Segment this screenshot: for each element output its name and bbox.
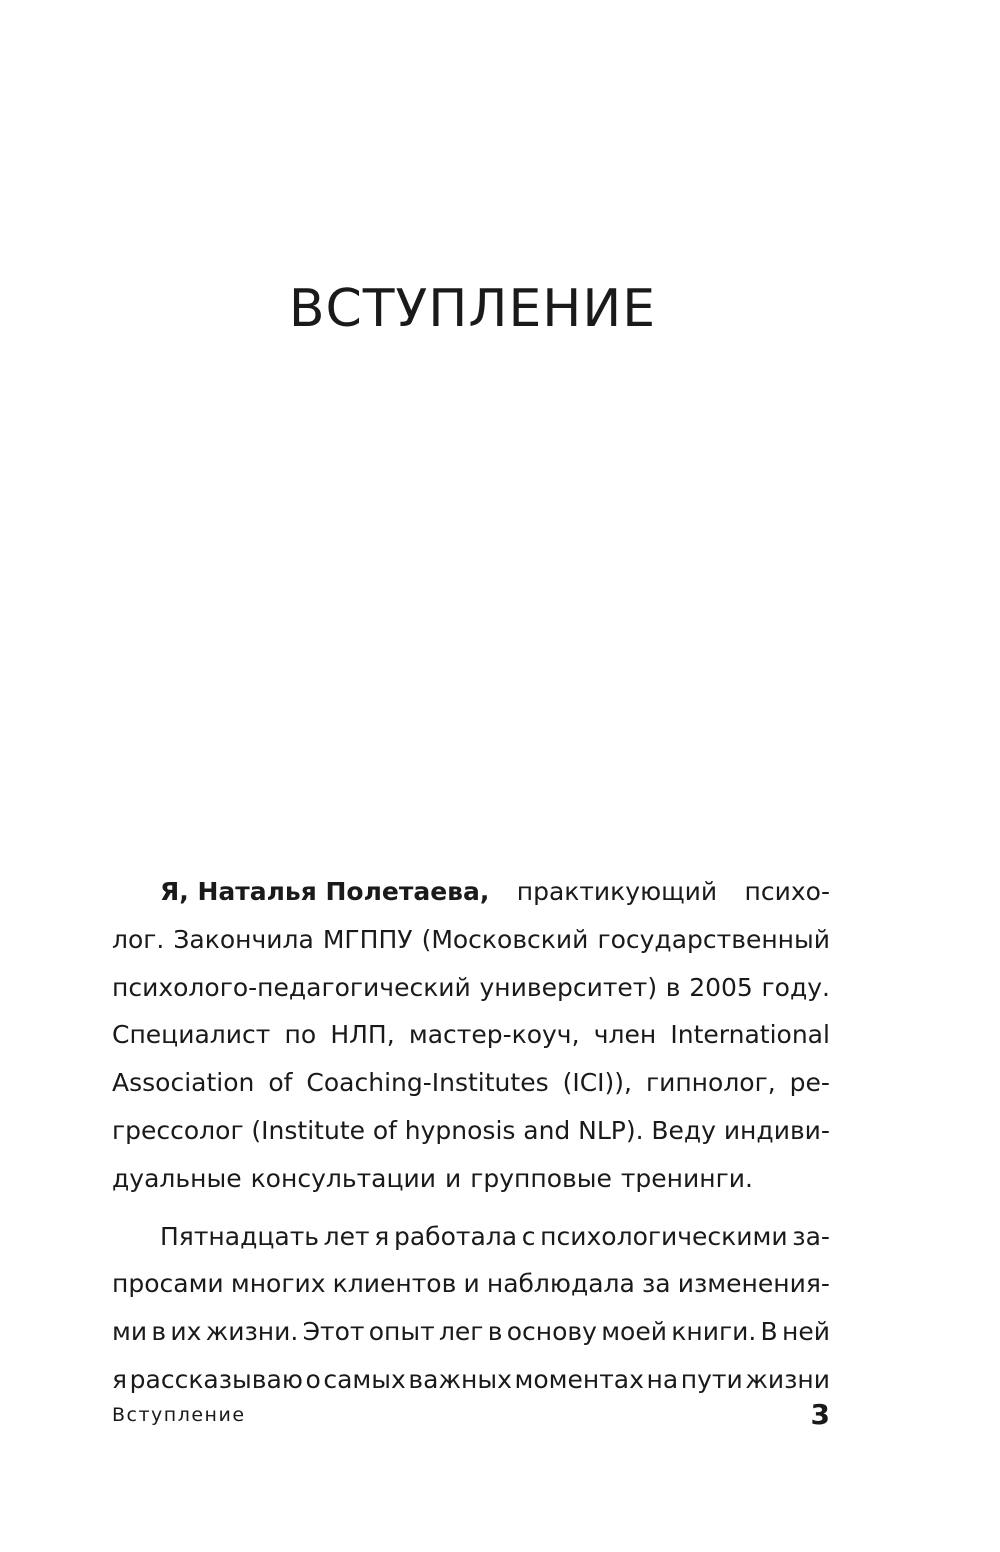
word: просами bbox=[112, 1269, 224, 1299]
text-line bbox=[112, 964, 830, 1012]
text-line bbox=[112, 1011, 830, 1059]
word: в bbox=[487, 1317, 503, 1347]
word: Пятнадцать bbox=[160, 1221, 319, 1251]
word: Закончила bbox=[173, 924, 314, 954]
text-line bbox=[112, 1308, 830, 1356]
word: многих bbox=[230, 1269, 326, 1299]
word: клиентов bbox=[332, 1269, 457, 1299]
word: тренинги. bbox=[620, 1163, 753, 1193]
word: ней bbox=[781, 1317, 830, 1347]
word: групповые bbox=[470, 1163, 612, 1193]
word: моментах bbox=[514, 1364, 644, 1394]
word: опыт bbox=[368, 1317, 435, 1347]
paragraph-gap bbox=[112, 1203, 830, 1213]
word: книги. bbox=[671, 1317, 757, 1347]
chapter-title: ВСТУПЛЕНИЕ bbox=[288, 279, 657, 339]
word: самых bbox=[323, 1364, 406, 1394]
text-line bbox=[112, 1213, 830, 1261]
text-line bbox=[112, 1260, 830, 1308]
word: в bbox=[151, 1317, 167, 1347]
text-line bbox=[112, 1107, 830, 1155]
word: International bbox=[670, 1020, 830, 1050]
paragraph bbox=[112, 1213, 830, 1404]
author-name: Я, Наталья Полетаева, bbox=[160, 877, 490, 906]
text-line bbox=[112, 916, 830, 964]
word: НЛП, bbox=[330, 1020, 395, 1050]
word: Association bbox=[112, 1068, 255, 1098]
word: по bbox=[284, 1020, 317, 1050]
text-line bbox=[112, 1059, 830, 1107]
word: на bbox=[646, 1364, 679, 1394]
word: and bbox=[523, 1115, 571, 1145]
word: жизни bbox=[745, 1364, 830, 1394]
word: ре- bbox=[789, 1068, 830, 1098]
word: лег bbox=[438, 1317, 484, 1347]
word: их bbox=[170, 1317, 202, 1347]
body-text bbox=[112, 868, 830, 1404]
word: основу bbox=[506, 1317, 597, 1347]
word: я bbox=[374, 1221, 390, 1251]
page-number: 3 bbox=[810, 1398, 830, 1431]
text-line bbox=[112, 1155, 830, 1203]
word: of bbox=[268, 1068, 293, 1098]
word: психолого-педагогический bbox=[112, 972, 471, 1002]
word: о bbox=[305, 1364, 321, 1394]
word: NLP). bbox=[578, 1115, 644, 1145]
word: Этот bbox=[302, 1317, 365, 1347]
word: Специалист bbox=[112, 1020, 271, 1050]
word: психологическими bbox=[540, 1221, 788, 1251]
word: МГППУ bbox=[322, 924, 413, 954]
paragraph bbox=[112, 868, 830, 1203]
word: университет) bbox=[479, 972, 658, 1002]
word: 2005 bbox=[689, 972, 753, 1002]
word: пути bbox=[680, 1364, 743, 1394]
text-line bbox=[112, 1356, 830, 1404]
word: дуальные bbox=[112, 1163, 242, 1193]
word: моей bbox=[601, 1317, 667, 1347]
text-line bbox=[112, 868, 830, 916]
word: ми bbox=[112, 1317, 148, 1347]
word: (ICI)), bbox=[562, 1068, 632, 1098]
word: лог. bbox=[112, 924, 165, 954]
word: за- bbox=[792, 1221, 830, 1251]
word: член bbox=[593, 1020, 657, 1050]
word: я bbox=[112, 1364, 128, 1394]
word: наблюдала bbox=[486, 1269, 635, 1299]
word: за bbox=[642, 1269, 671, 1299]
word: консультации bbox=[250, 1163, 436, 1193]
word: работала bbox=[393, 1221, 518, 1251]
word: лет bbox=[323, 1221, 370, 1251]
word: грессолог bbox=[112, 1115, 244, 1145]
word: изменения- bbox=[677, 1269, 830, 1299]
word: (Московский bbox=[421, 924, 589, 954]
word: of bbox=[372, 1115, 397, 1145]
word: важных bbox=[408, 1364, 512, 1394]
word: практикующий bbox=[516, 877, 718, 906]
word: гипнолог, bbox=[645, 1068, 776, 1098]
word: государственный bbox=[597, 924, 830, 954]
running-head: Вступление bbox=[112, 1404, 246, 1426]
word: мастер-коуч, bbox=[408, 1020, 580, 1050]
word: и bbox=[463, 1269, 480, 1299]
word: hypnosis bbox=[404, 1115, 516, 1145]
word: с bbox=[521, 1221, 536, 1251]
word: (Institute bbox=[251, 1115, 365, 1145]
word: рассказываю bbox=[129, 1364, 303, 1394]
word: году. bbox=[761, 972, 830, 1002]
word: В bbox=[760, 1317, 778, 1347]
word: Веду bbox=[651, 1115, 716, 1145]
word: Coaching-Institutes bbox=[306, 1068, 549, 1098]
word: индиви- bbox=[723, 1115, 830, 1145]
word: психо- bbox=[744, 877, 830, 906]
word: и bbox=[444, 1163, 462, 1193]
word: в bbox=[665, 972, 681, 1002]
word: жизни. bbox=[205, 1317, 299, 1347]
